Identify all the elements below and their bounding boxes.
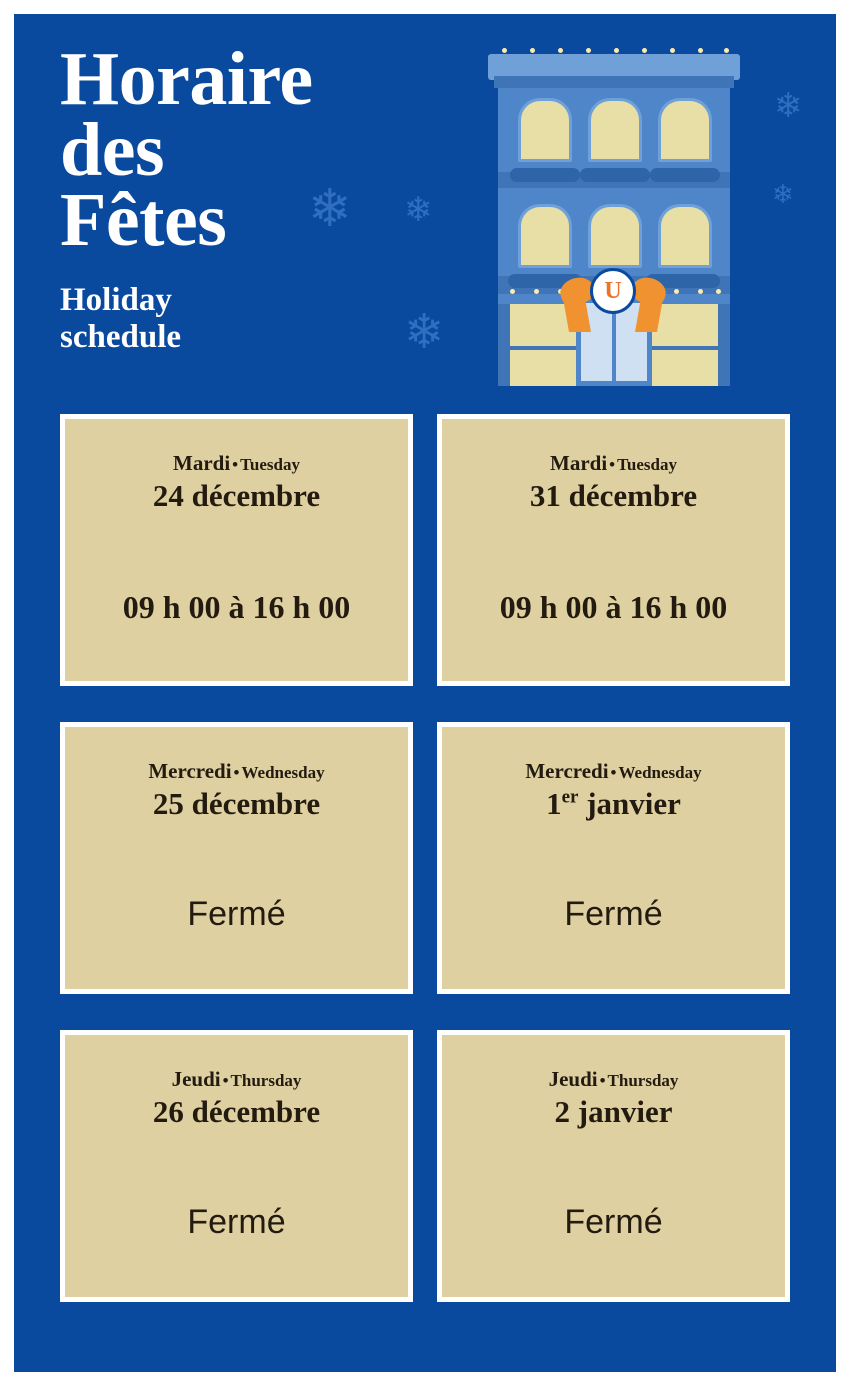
store-window [658,98,712,162]
store-window [518,204,572,268]
roof-lights [496,48,732,54]
card-date [555,1095,673,1129]
day-fr: Mardi [173,451,231,475]
card-hours: 09 h 00 à 16 h 00 [122,588,351,625]
door-divider [612,303,616,381]
card-date-ordinal-suffix: er [561,786,579,808]
schedule-card [60,414,413,686]
card-date-month: janvier [586,786,681,821]
subtitle-line-2: schedule [60,318,182,355]
day-separator: • [232,455,239,474]
subtitle-line-1: Holiday [60,282,172,319]
day-fr: Jeudi [171,1067,221,1091]
card-date [153,787,320,821]
garland-decoration [510,168,580,182]
card-date-text: 31 décembre [529,478,698,513]
day-en: Thursday [230,1071,302,1090]
store-window [658,204,712,268]
brand-logo-letter: U [604,278,622,304]
title-line-1: Horaire [60,37,313,121]
snowflake-icon: ❄ [308,181,352,238]
card-date-text: 2 janvier [554,1094,673,1129]
card-daynames [148,761,324,782]
store-window [588,204,642,268]
card-daynames [525,761,701,782]
store-window-frame [652,346,718,350]
card-hours: Fermé [564,894,663,933]
title-line-2: des [60,107,165,192]
store-left-shopfront [498,304,510,386]
garland-decoration [580,168,650,182]
garland-decoration [650,168,720,182]
card-hours: 09 h 00 à 16 h 00 [499,588,728,625]
poster-background [14,14,836,1372]
schedule-card [437,1030,790,1302]
card-date [153,1095,320,1129]
day-separator: • [609,455,616,474]
schedule-grid [14,414,836,1302]
day-en: Wednesday [241,763,325,782]
card-daynames [172,1069,302,1090]
schedule-card [437,722,790,994]
day-separator: • [222,1071,229,1090]
card-daynames [173,453,300,474]
snowflake-icon: ❄ [404,192,433,229]
card-date-text: 25 décembre [152,786,321,821]
store-window-frame [510,346,576,350]
day-fr: Mercredi [148,759,232,783]
store-window [518,98,572,162]
day-fr: Jeudi [548,1067,598,1091]
card-daynames [550,453,677,474]
day-en: Thursday [607,1071,679,1090]
day-separator: • [610,763,617,782]
card-date-number: 1 [546,786,562,821]
store-right-shopfront [718,304,730,386]
card-date-text: 24 décembre [152,478,321,513]
store-cornice-lower [494,76,734,88]
card-date [153,479,320,513]
title-line-3: Fêtes [60,178,227,263]
card-daynames [549,1069,679,1090]
card-date [546,787,681,821]
brand-logo [590,268,636,314]
card-hours: Fermé [187,1202,286,1241]
day-fr: Mardi [550,451,608,475]
snowflake-icon: ❄ [774,88,803,125]
snowflake-icon: ❄ [772,180,794,209]
day-en: Wednesday [618,763,702,782]
day-en: Tuesday [240,455,300,474]
schedule-card [60,722,413,994]
schedule-card [60,1030,413,1302]
card-date-text: 26 décembre [152,1094,321,1129]
snowflake-icon: ❄ [404,306,445,359]
storefront-illustration [484,46,744,391]
poster-header [14,14,836,414]
day-separator: • [233,763,240,782]
day-en: Tuesday [617,455,677,474]
schedule-card [437,414,790,686]
card-date [530,479,697,513]
store-window [588,98,642,162]
day-fr: Mercredi [525,759,609,783]
day-separator: • [599,1071,606,1090]
card-hours: Fermé [187,894,286,933]
card-hours: Fermé [564,1202,663,1241]
